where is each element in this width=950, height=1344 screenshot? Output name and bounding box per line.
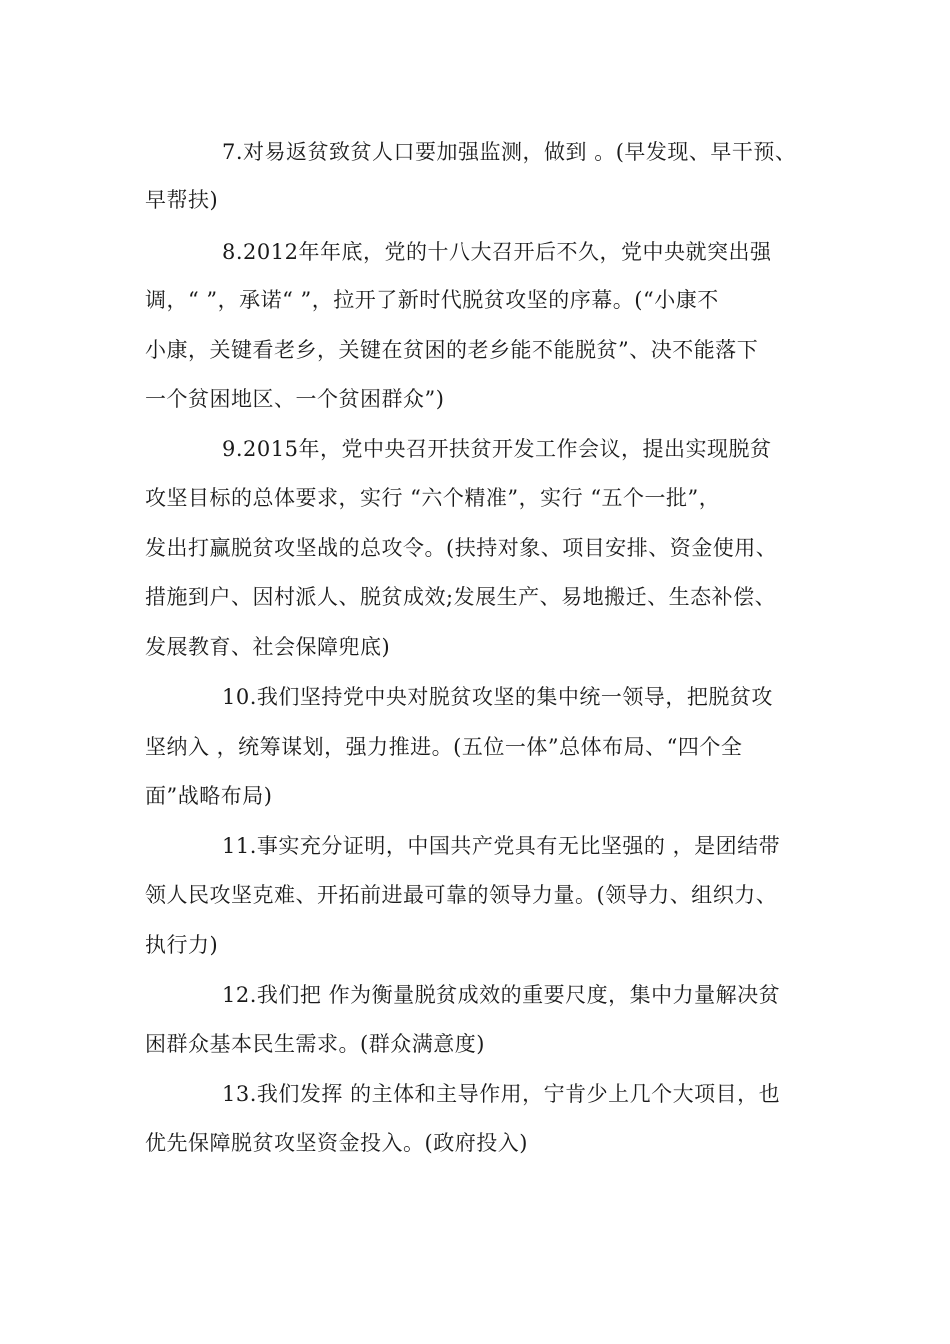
question-8-line-4: 一个贫困地区、一个贫困群众”) bbox=[145, 387, 445, 411]
question-11-line-3: 执行力) bbox=[145, 933, 219, 957]
question-9-line-5: 发展教育、社会保障兜底) bbox=[145, 635, 391, 659]
question-8-line-1: 8.2012年年底，党的十八大召开后不久，党中央就突出强 bbox=[222, 240, 772, 264]
question-11-line-2: 领人民攻坚克难、开拓前进最可靠的领导力量。(领导力、组织力、 bbox=[145, 883, 778, 907]
question-9-line-3: 发出打赢脱贫攻坚战的总攻令。(扶持对象、项目安排、资金使用、 bbox=[145, 536, 778, 560]
question-9-line-4: 措施到户、因村派人、脱贫成效;发展生产、易地搬迁、生态补偿、 bbox=[145, 585, 777, 609]
question-7-line-1: 7.对易返贫致贫人口要加强监测，做到 。(早发现、早干预、 bbox=[222, 140, 797, 164]
question-11-line-1: 11.事实充分证明，中国共产党具有无比坚强的 ，是团结带 bbox=[222, 834, 781, 858]
question-8-line-3: 小康，关键看老乡，关键在贫困的老乡能不能脱贫”、决不能落下 bbox=[145, 338, 759, 362]
question-12-line-1: 12.我们把 作为衡量脱贫成效的重要尺度，集中力量解决贫 bbox=[222, 983, 781, 1007]
question-10-line-1: 10.我们坚持党中央对脱贫攻坚的集中统一领导，把脱贫攻 bbox=[222, 685, 773, 709]
question-10-line-2: 坚纳入 ，统筹谋划，强力推进。(五位一体”总体布局、“四个全 bbox=[145, 735, 743, 759]
question-9-line-2: 攻坚目标的总体要求，实行 “六个精准”，实行 “五个一批”， bbox=[145, 486, 721, 510]
question-8-line-2: 调，“ ”，承诺“ ”，拉开了新时代脱贫攻坚的序幕。(“小康不 bbox=[145, 288, 719, 312]
question-10-line-3: 面”战略布局) bbox=[145, 784, 273, 808]
question-13-line-1: 13.我们发挥 的主体和主导作用，宁肯少上几个大项目，也 bbox=[222, 1082, 781, 1106]
question-9-line-1: 9.2015年，党中央召开扶贫开发工作会议，提出实现脱贫 bbox=[222, 437, 772, 461]
question-12-line-2: 困群众基本民生需求。(群众满意度) bbox=[145, 1032, 485, 1056]
question-7-line-2: 早帮扶) bbox=[145, 188, 219, 212]
question-13-line-2: 优先保障脱贫攻坚资金投入。(政府投入) bbox=[145, 1131, 528, 1155]
